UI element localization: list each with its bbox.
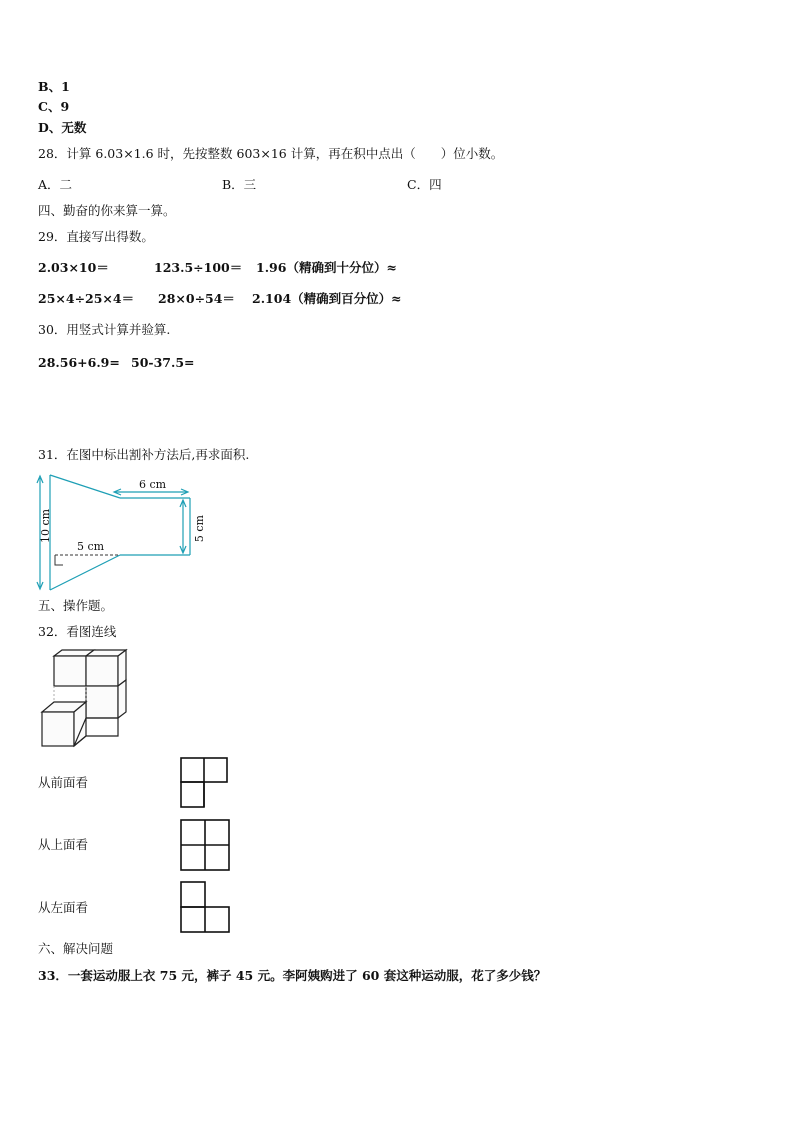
view-top-grid[interactable]: [180, 819, 232, 873]
question-33: 33．一套运动服上衣 75 元，裤子 45 元。李阿姨购进了 60 套这种运动服，花了多少钱？: [38, 968, 547, 983]
cube-face: [86, 656, 118, 686]
view-front-grid[interactable]: [180, 757, 230, 809]
calc-item: 2.03×10＝: [38, 260, 109, 275]
cube-stack-figure: [38, 650, 138, 750]
figure-edge: [50, 475, 120, 498]
cube-face: [54, 656, 86, 686]
question-32: 32．看图连线: [38, 624, 117, 639]
section-6-title: 六、解决问题: [38, 941, 114, 956]
calc-item: 25×4÷25×4＝: [38, 291, 135, 306]
option-b: B、1: [38, 79, 70, 94]
question-30: 30．用竖式计算并验算.: [38, 322, 171, 337]
view-left-label: 从左面看: [38, 900, 89, 915]
calc-item: 123.5÷100＝: [154, 260, 243, 275]
label-6cm: 6 cm: [139, 478, 167, 491]
calc-item: 1.96（精确到十分位）≈: [256, 260, 397, 275]
label-5cm-inner: 5 cm: [77, 540, 105, 553]
cube-face: [42, 712, 74, 746]
q28-option-b: B．三: [222, 177, 257, 192]
vertical-calc-item: 50-37.5=: [131, 355, 195, 370]
option-c: C、9: [38, 99, 70, 114]
right-angle-mark: [55, 555, 63, 565]
q28-option-c: C．四: [407, 177, 442, 192]
label-5cm-right: 5 cm: [193, 515, 206, 543]
section-4-title: 四、勤奋的你来算一算。: [38, 203, 176, 218]
q28-option-a: A．二: [38, 177, 73, 192]
area-figure: [35, 470, 235, 600]
view-top-label: 从上面看: [38, 837, 89, 852]
figure-edge: [50, 555, 120, 590]
option-d: D、无数: [38, 120, 87, 135]
label-10cm: 10 cm: [39, 508, 52, 543]
view-left-grid[interactable]: [180, 881, 232, 935]
question-29: 29．直接写出得数。: [38, 229, 154, 244]
cube-face: [86, 686, 118, 718]
section-5-title: 五、操作题。: [38, 598, 114, 613]
cube-face: [118, 680, 126, 718]
question-31: 31．在图中标出割补方法后,再求面积.: [38, 447, 250, 462]
view-front-label: 从前面看: [38, 775, 89, 790]
question-28: 28．计算 6.03×1.6 时，先按整数 603×16 计算，再在积中点出（ ）位小数。: [38, 146, 504, 161]
vertical-calc-item: 28.56+6.9=: [38, 355, 120, 370]
calc-item: 2.104（精确到百分位）≈: [252, 291, 402, 306]
calc-item: 28×0÷54＝: [158, 291, 235, 306]
